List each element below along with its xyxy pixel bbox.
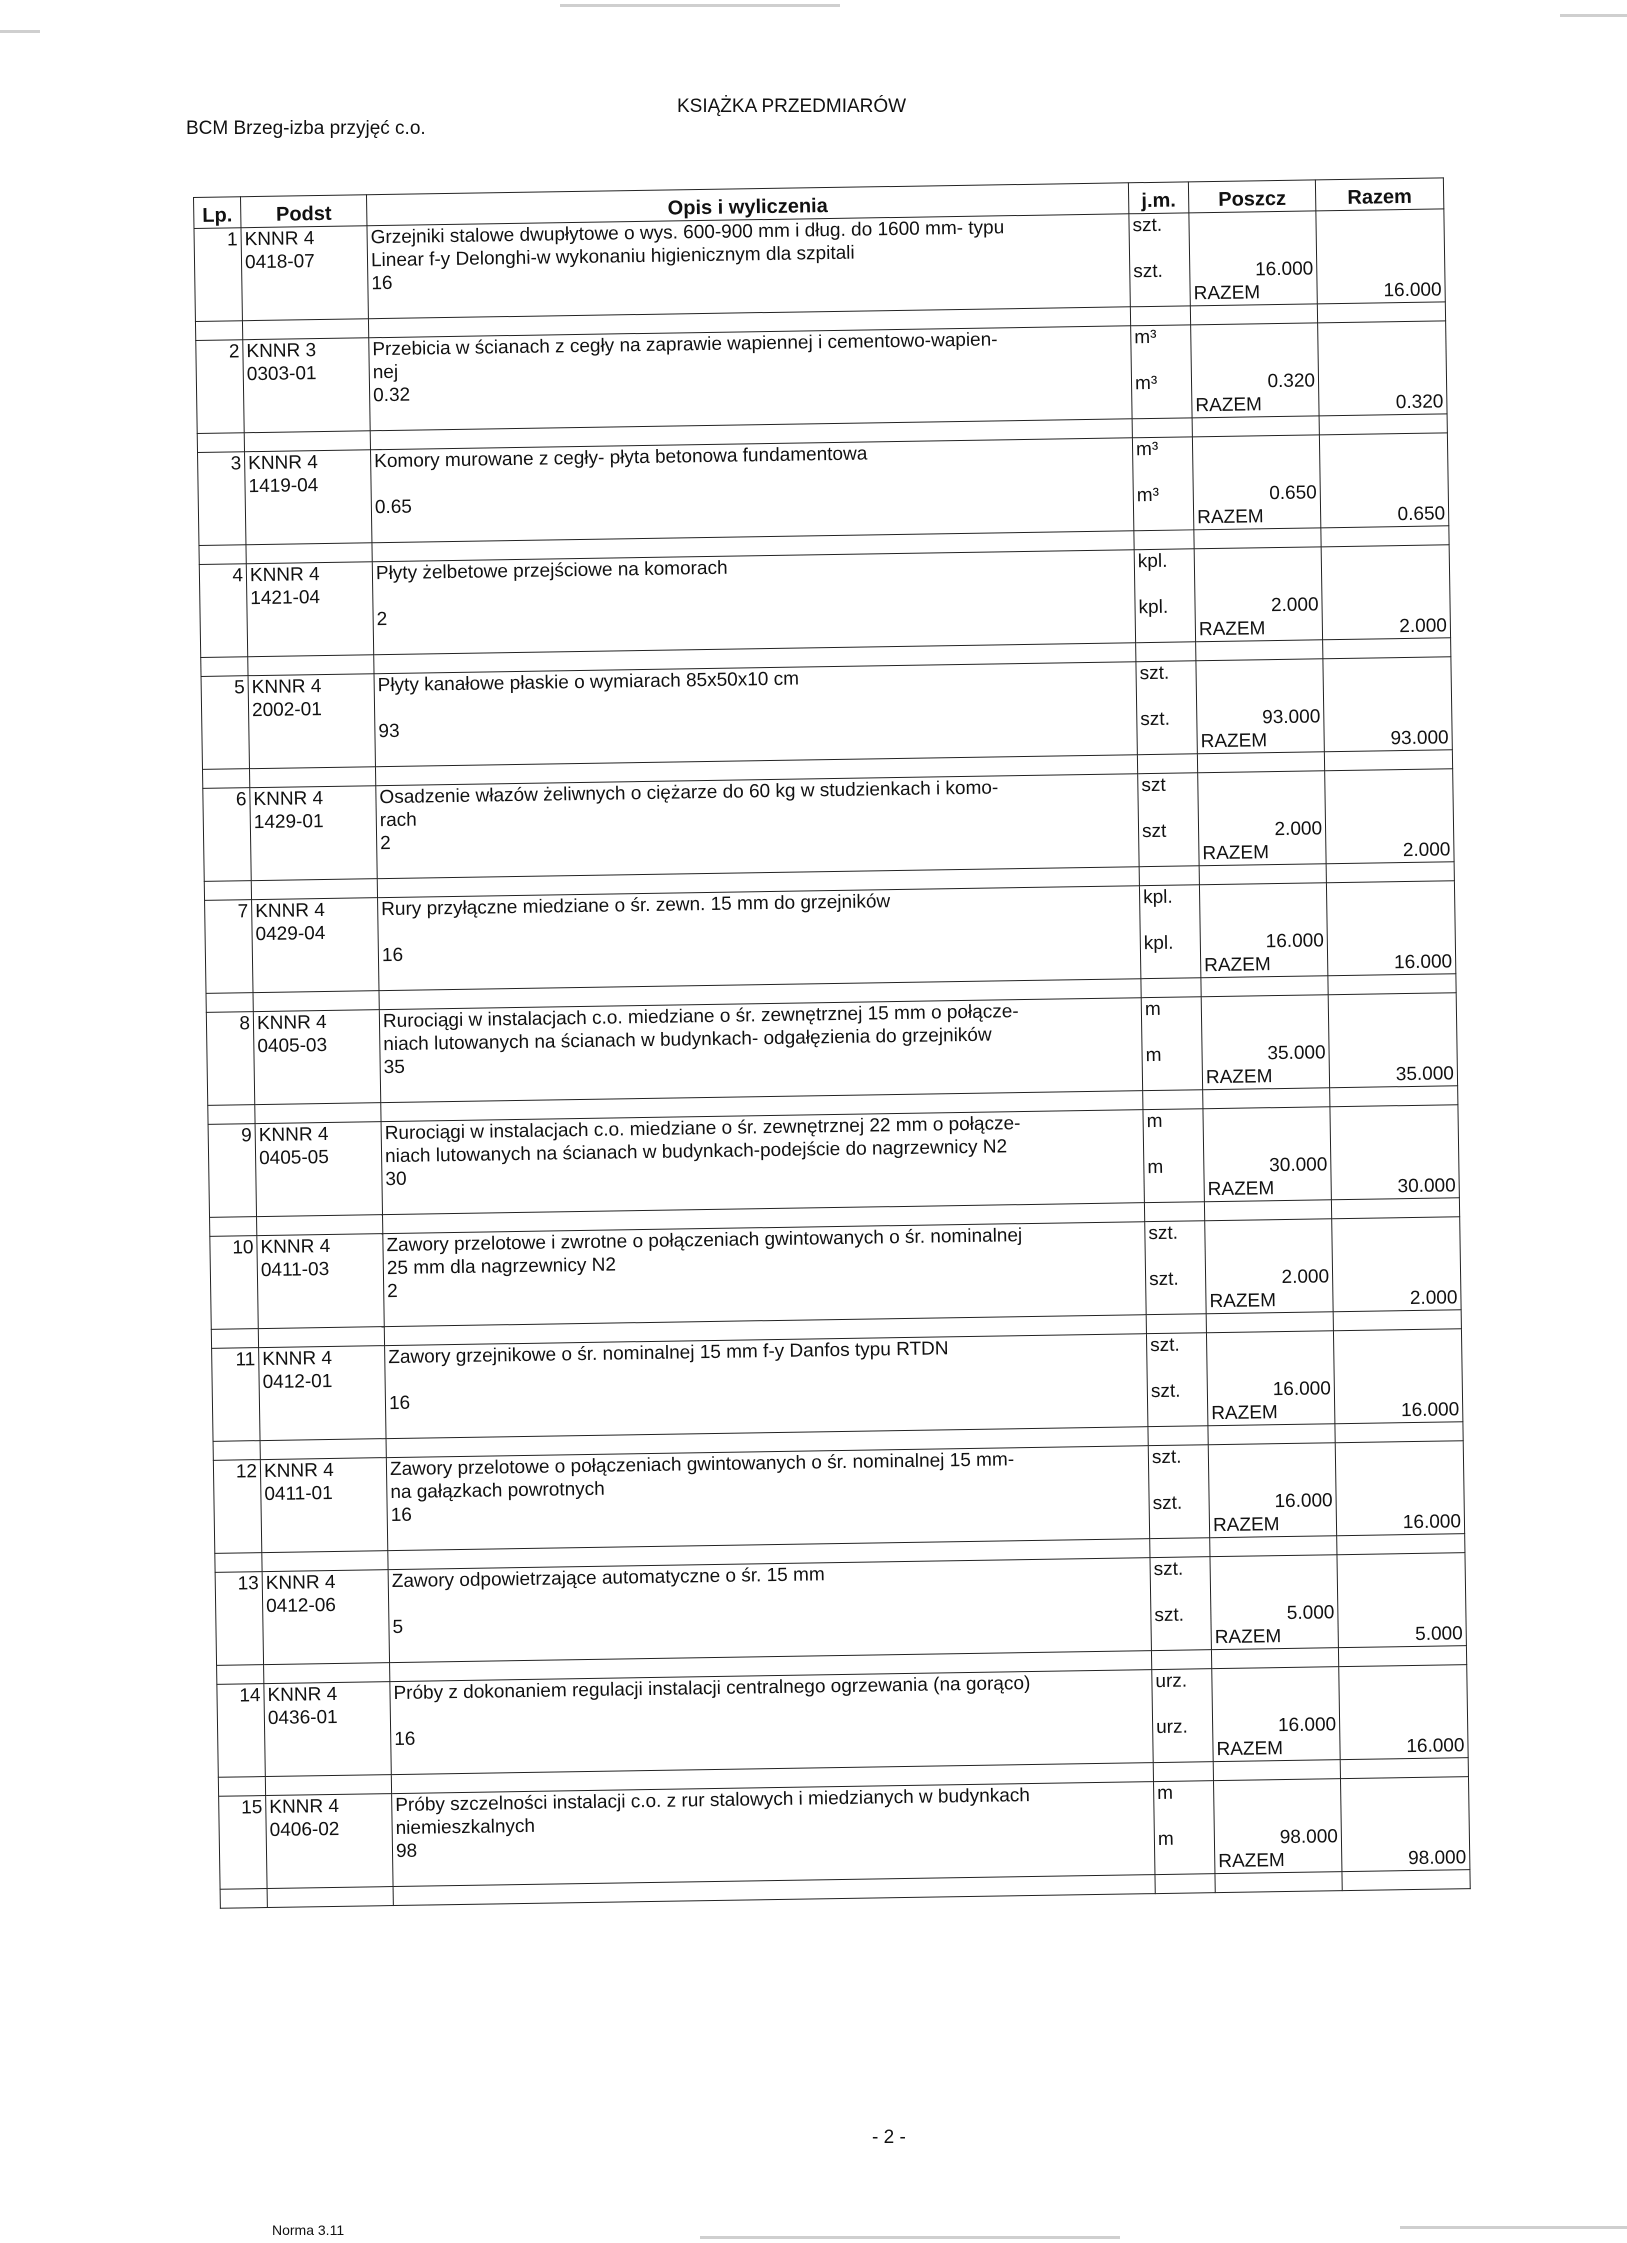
item-basis [252,898,379,993]
basis-catalog: KNNR 4 [258,1123,329,1147]
total-value: 30.000 [1397,1175,1456,1198]
description-line: Rury przyłączne miedziane o śr. zewn. 15 mm do grzejników [381,891,891,921]
basis-code: 1419-04 [248,475,319,498]
item-total [1319,433,1448,528]
item-description [383,1222,1146,1327]
item-number: 7 [205,900,253,994]
total-value: 35.000 [1395,1063,1455,1086]
basis-catalog: KNNR 4 [244,228,315,251]
item-partial [1203,1107,1331,1202]
total-value: 98.000 [1407,1847,1467,1870]
item-unit [1146,1333,1207,1427]
calculation: 30 [385,1168,407,1191]
item-unit [1132,437,1193,531]
item-basis [243,338,370,433]
item-description [378,886,1141,991]
item-partial [1199,883,1327,978]
partial-value: 0.320 [1267,370,1316,393]
item-partial [1196,659,1324,754]
page-number: - 2 - [872,2127,906,2148]
calculation: 16 [390,1504,413,1527]
unit-label: kpl. [1138,596,1169,619]
item-number: 4 [199,564,247,658]
basis-code: 0418-07 [244,251,315,274]
unit-label: m³ [1136,484,1160,507]
item-basis [264,1682,391,1777]
calculation: 35 [383,1056,406,1079]
total-value: 2.000 [1402,839,1451,862]
item-total [1332,1217,1461,1312]
basis-catalog: KNNR 3 [246,340,317,363]
unit-label: szt. [1132,214,1163,237]
calculation: 16 [388,1392,411,1415]
calculation: 2 [376,609,388,631]
estimate-sheet [193,177,1470,1908]
partial-value: 5.000 [1286,1602,1335,1624]
unit-label: m [1157,1828,1174,1851]
item-unit [1138,773,1199,867]
basis-catalog: KNNR 4 [256,1012,327,1035]
unit-label: m [1145,1044,1162,1067]
total-label: RAZEM [1200,730,1268,753]
item-description [374,662,1137,767]
item-partial [1201,995,1329,1090]
description-line: Przebicia w ścianach z cegły na zaprawie wapiennej i cementowo-wapien- [372,329,998,361]
item-basis [245,450,372,545]
calculation: 0.65 [374,496,413,519]
total-label: RAZEM [1193,282,1261,305]
total-value: 0.320 [1395,391,1444,414]
calculation: 16 [381,944,404,967]
item-basis [259,1346,386,1441]
unit-label: kpl. [1143,932,1174,955]
unit-label: m [1157,1782,1174,1805]
unit-label: szt. [1153,1558,1184,1581]
item-description [390,1670,1153,1775]
total-label: RAZEM [1216,1738,1284,1761]
unit-label: szt. [1148,1268,1179,1291]
item-total [1335,1441,1464,1536]
item-description [381,1110,1144,1215]
total-label: RAZEM [1211,1402,1278,1425]
item-basis [255,1122,382,1217]
unit-label: szt [1141,774,1166,797]
column-header-opis: Opis i wyliczenia [366,183,1128,226]
unit-label: szt. [1149,1334,1180,1357]
calculation: 2 [380,832,391,855]
item-basis [260,1458,387,1553]
item-description [372,550,1135,655]
total-label: RAZEM [1214,1626,1282,1649]
partial-value: 16.000 [1254,258,1314,281]
basis-code: 2002-01 [251,699,322,722]
item-basis [248,674,375,769]
item-partial [1194,547,1322,642]
item-basis [246,562,373,657]
description-line: niach lutowanych na ścianach w budynkach- odgałęzienia do grzejników [383,1024,992,1056]
item-unit [1129,213,1190,307]
description-line: Próby szczelności instalacji c.o. z rur stalowych i miedzianych w budynkach [395,1785,1031,1817]
calculation: 0.32 [372,384,411,407]
basis-catalog: KNNR 4 [260,1235,331,1259]
unit-label: szt. [1150,1380,1181,1403]
item-number: 6 [203,788,251,882]
total-label: RAZEM [1212,1514,1280,1537]
calculation: 16 [394,1728,416,1751]
unit-label: szt. [1151,1446,1182,1469]
description-line: nej [372,361,399,384]
item-number: 8 [206,1012,254,1106]
basis-code: 0406-02 [269,1818,340,1841]
total-label: RAZEM [1218,1850,1285,1873]
item-total [1340,1777,1469,1872]
description-line: na gałązkach powrotnych [390,1478,605,1504]
basis-catalog: KNNR 4 [249,564,320,587]
item-description [367,214,1130,319]
item-partial [1189,211,1317,306]
item-total [1330,1105,1459,1200]
basis-code: 0411-03 [260,1258,330,1282]
basis-code: 0405-03 [257,1035,328,1058]
basis-code: 0411-01 [264,1482,333,1506]
description-line: Zawory przelotowe i zwrotne o połączeniach gwintowanych o śr. nominalnej [386,1225,1023,1257]
unit-label: m [1146,1110,1163,1133]
basis-code: 0412-06 [265,1594,337,1618]
total-label: RAZEM [1209,1290,1277,1313]
column-header-razem: Razem [1315,178,1443,211]
item-number: 14 [217,1684,265,1778]
item-number: 11 [212,1348,260,1442]
item-partial [1192,435,1320,530]
item-unit [1154,1781,1215,1875]
description-line: Osadzenie włazów żeliwnych o ciężarze do 60 kg w studzienkach i komo- [379,777,999,809]
partial-value: 0.650 [1269,482,1317,505]
basis-catalog: KNNR 4 [267,1683,338,1707]
unit-label: kpl. [1142,886,1173,909]
partial-value: 98.000 [1279,1826,1339,1849]
description-line: Zawory grzejnikowe o śr. nominalnej 15 mm f-y Danfos typu RTDN [388,1338,949,1369]
basis-catalog: KNNR 4 [269,1795,340,1818]
basis-code: 1429-01 [253,811,324,834]
partial-value: 2.000 [1270,594,1319,617]
calculation: 2 [387,1280,398,1303]
item-unit [1143,1109,1204,1203]
partial-value: 30.000 [1269,1154,1328,1177]
description-line: Linear f-y Delonghi-w wykonaniu higienicznym dla szpitali [370,242,855,272]
item-partial [1210,1555,1338,1650]
column-header-jm: j.m. [1128,182,1188,214]
unit-label: urz. [1155,1716,1189,1739]
basis-catalog: KNNR 4 [255,900,326,923]
item-total [1333,1329,1462,1424]
partial-value: 16.000 [1265,930,1324,953]
item-partial [1206,1331,1334,1426]
partial-value: 2.000 [1274,818,1323,841]
item-total [1328,993,1457,1088]
partial-value: 93.000 [1262,706,1321,729]
basis-code: 1421-04 [250,587,321,610]
total-label: RAZEM [1195,394,1263,417]
description-line: Rurociągi w instalacjach c.o. miedziane o śr. zewnętrznej 15 mm o połącze- [382,1001,1019,1033]
unit-label: m³ [1134,372,1158,395]
description-line: niemieszkalnych [395,1815,536,1840]
item-number: 2 [196,340,244,434]
item-total [1316,209,1445,304]
item-number: 5 [201,676,249,770]
item-total [1323,657,1452,752]
item-description [392,1782,1155,1887]
description-line: Płyty kanałowe płaskie o wymiarach 85x50x10 cm [377,668,800,697]
total-label: RAZEM [1198,618,1266,641]
item-number: 3 [198,452,246,546]
item-partial [1198,771,1326,866]
unit-label: szt. [1154,1604,1185,1627]
item-total [1339,1665,1468,1760]
software-footer: Norma 3.11 [272,2222,345,2238]
item-unit [1141,997,1202,1091]
item-total [1337,1553,1466,1648]
basis-code: 0412-01 [262,1370,333,1394]
scan-artifact [1400,2226,1627,2229]
item-unit [1136,661,1197,755]
item-description [385,1334,1148,1439]
description-line: rach [379,809,417,832]
basis-code: 0429-04 [255,923,326,946]
unit-label: szt. [1148,1222,1179,1245]
item-basis [257,1234,384,1329]
book-title: KSIĄŻKA PRZEDMIARÓW [677,96,907,117]
total-value: 2.000 [1399,615,1448,638]
unit-label: szt [1141,820,1167,843]
basis-code: 0303-01 [246,363,317,386]
description-line: Grzejniki stalowe dwupłytowe o wys. 600-900 mm i dług. do 1600 mm- typu [370,217,1005,249]
item-basis [262,1570,389,1665]
calculation: 93 [378,720,400,743]
unit-label: szt. [1140,708,1171,731]
description-line: Rurociągi w instalacjach c.o. miedziane o śr. zewnętrznej 22 mm o połącze- [384,1113,1021,1145]
unit-label: m³ [1135,438,1159,461]
description-line: Komory murowane z cegły- płyta betonowa fundamentowa [374,443,868,473]
item-unit [1139,885,1200,979]
item-partial [1205,1219,1333,1314]
item-number: 12 [213,1460,261,1554]
scan-artifact [560,4,840,7]
calculation: 16 [371,272,393,295]
total-label: RAZEM [1205,1066,1273,1089]
total-value: 93.000 [1390,727,1449,750]
item-number: 10 [210,1236,258,1330]
partial-value: 16.000 [1277,1714,1337,1737]
item-basis [266,1794,393,1889]
total-value: 0.650 [1397,503,1446,526]
total-label: RAZEM [1196,506,1264,529]
scan-artifact [0,30,40,33]
description-line: Zawory odpowietrzające automatyczne o śr. 15 mm [391,1564,825,1593]
description-line: 25 mm dla nagrzewnicy N2 [386,1254,617,1280]
item-basis [241,226,368,321]
total-value: 16.000 [1406,1735,1465,1758]
item-description [370,438,1133,543]
item-description [379,998,1142,1103]
description-line: Płyty żelbetowe przejściowe na komorach [375,557,728,585]
basis-code: 0405-05 [258,1146,330,1170]
project-title: BCM Brzeg-izba przyjęć c.o. [186,118,426,139]
item-number: 1 [194,228,242,322]
unit-label: m³ [1134,326,1157,349]
total-label: RAZEM [1202,842,1270,865]
item-number: 13 [215,1572,263,1666]
scan-artifact [700,2236,1120,2239]
item-unit [1148,1445,1209,1539]
item-unit [1131,325,1192,419]
unit-label: szt. [1139,662,1170,685]
unit-label: kpl. [1137,550,1168,573]
calculation: 98 [395,1840,418,1863]
item-basis [253,1010,380,1105]
item-basis [250,786,377,881]
description-line: Próby z dokonaniem regulacji instalacji centralnego ogrzewania (na gorąco) [393,1673,1031,1705]
partial-value: 35.000 [1267,1042,1326,1065]
column-header-podst: Podst [241,195,367,228]
column-header-lp: Lp. [194,197,241,229]
unit-label: m [1144,998,1161,1021]
item-unit [1150,1557,1211,1651]
total-value: 5.000 [1415,1623,1463,1645]
item-partial [1214,1779,1342,1874]
partial-value: 16.000 [1272,1378,1332,1401]
basis-code: 0436-01 [267,1706,338,1730]
total-label: RAZEM [1204,954,1271,977]
item-partial [1212,1667,1340,1762]
unit-label: m [1147,1156,1164,1179]
basis-catalog: KNNR 4 [263,1459,334,1483]
item-number: 15 [219,1796,267,1890]
item-unit [1145,1221,1206,1315]
scan-artifact [1560,14,1627,17]
basis-catalog: KNNR 4 [251,676,322,699]
item-unit [1134,549,1195,643]
total-value: 16.000 [1400,1399,1460,1422]
basis-catalog: KNNR 4 [262,1347,333,1371]
total-label: RAZEM [1207,1178,1275,1201]
basis-catalog: KNNR 4 [248,452,319,475]
estimate-table [193,177,1471,1908]
item-total [1321,545,1450,640]
item-description [386,1446,1149,1551]
calculation: 5 [392,1616,404,1639]
unit-label: urz. [1155,1670,1188,1693]
column-header-poszcz: Poszcz [1188,180,1315,213]
total-value: 16.000 [1402,1511,1462,1534]
basis-catalog: KNNR 4 [253,788,324,811]
total-value: 16.000 [1383,279,1442,302]
estimate-rows [194,209,1470,1908]
item-partial [1191,323,1319,418]
basis-catalog: KNNR 4 [265,1571,336,1595]
item-total [1326,881,1455,976]
item-number: 9 [208,1124,256,1218]
total-value: 2.000 [1409,1287,1458,1310]
item-description [369,326,1132,431]
item-partial [1208,1443,1336,1538]
item-description [376,774,1139,879]
item-unit [1152,1669,1213,1763]
item-total [1318,321,1447,416]
unit-label: szt. [1133,260,1164,283]
unit-label: szt. [1152,1492,1183,1515]
partial-value: 2.000 [1281,1266,1330,1289]
partial-value: 16.000 [1274,1490,1333,1513]
item-total [1325,769,1454,864]
total-value: 16.000 [1393,951,1453,974]
item-description [388,1558,1151,1663]
description-line: Zawory przelotowe o połączeniach gwintowanych o śr. nominalnej 15 mm- [389,1449,1015,1481]
description-line: niach lutowanych na ścianach w budynkach-podejście do nagrzewnicy N2 [384,1136,1008,1168]
